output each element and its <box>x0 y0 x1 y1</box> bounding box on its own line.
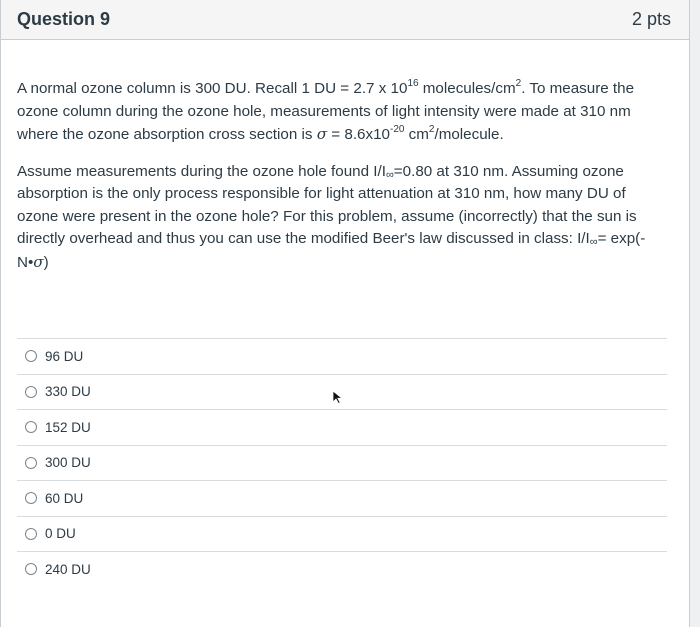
subscript: ∞ <box>589 236 598 248</box>
answer-option[interactable] <box>17 338 667 374</box>
question-title: Question 9 <box>17 9 111 29</box>
subscript: ∞ <box>385 168 394 181</box>
answer-label: 300 DU <box>45 455 91 471</box>
radio-button[interactable] <box>25 350 37 362</box>
answer-label: 60 DU <box>45 490 84 506</box>
text-segment: cm <box>404 126 429 143</box>
answer-list <box>17 338 667 587</box>
answer-label: 330 DU <box>45 384 91 400</box>
text-segment: ) <box>43 253 49 271</box>
text-segment: A normal ozone column is 300 DU. Recall 1 DU = 2.7 x 10 <box>17 80 408 97</box>
superscript: -20 <box>390 123 405 135</box>
answer-label: 240 DU <box>45 561 91 577</box>
answer-option[interactable] <box>17 409 667 445</box>
sigma-symbol: σ <box>33 252 44 271</box>
radio-button[interactable] <box>25 528 37 540</box>
question-paragraph-2 <box>17 161 659 275</box>
question-points: 2 pts <box>631 9 671 29</box>
text-segment: Assume measurements during the ozone hole found I/I <box>17 162 386 180</box>
answer-option[interactable] <box>17 445 667 481</box>
question-header <box>1 0 689 40</box>
mouse-cursor-icon <box>332 390 344 404</box>
radio-button[interactable] <box>25 386 37 398</box>
answer-label: 152 DU <box>45 419 91 435</box>
text-segment: molecules/cm <box>418 80 516 97</box>
answer-option[interactable] <box>17 516 667 552</box>
superscript: 2 <box>428 123 435 135</box>
radio-button[interactable] <box>25 563 37 575</box>
superscript: 2 <box>515 77 522 89</box>
question-text <box>1 40 689 274</box>
radio-button[interactable] <box>25 492 37 504</box>
radio-button[interactable] <box>25 421 37 433</box>
text-segment: = 8.6x10 <box>327 126 390 143</box>
radio-button[interactable] <box>25 457 37 469</box>
answer-option[interactable] <box>17 551 667 587</box>
text-segment: /molecule. <box>434 126 504 143</box>
answer-label: 96 DU <box>45 348 84 364</box>
answer-option[interactable] <box>17 480 667 516</box>
text-segment: = exp(-N• <box>17 230 646 271</box>
answer-label: 0 DU <box>45 526 76 542</box>
superscript: 16 <box>407 77 419 89</box>
text-segment: . To measure the ozone column during the ozone hole, measurements of light intensity were made at 310 nm where the ozone absorption cross section is <box>17 80 635 143</box>
sigma-symbol: σ <box>316 125 328 143</box>
question-paragraph-1 <box>17 78 659 147</box>
text-segment: =0.80 at 310 nm. Assuming ozone absorption is the only process responsible for light attenuation at 310 nm, how many DU of ozone were present in the ozone hole? For this problem, assume (incorrectly) that the sun is directly overhead and thus you can use the modified Beer's law discussed in class: I/I <box>17 162 637 247</box>
